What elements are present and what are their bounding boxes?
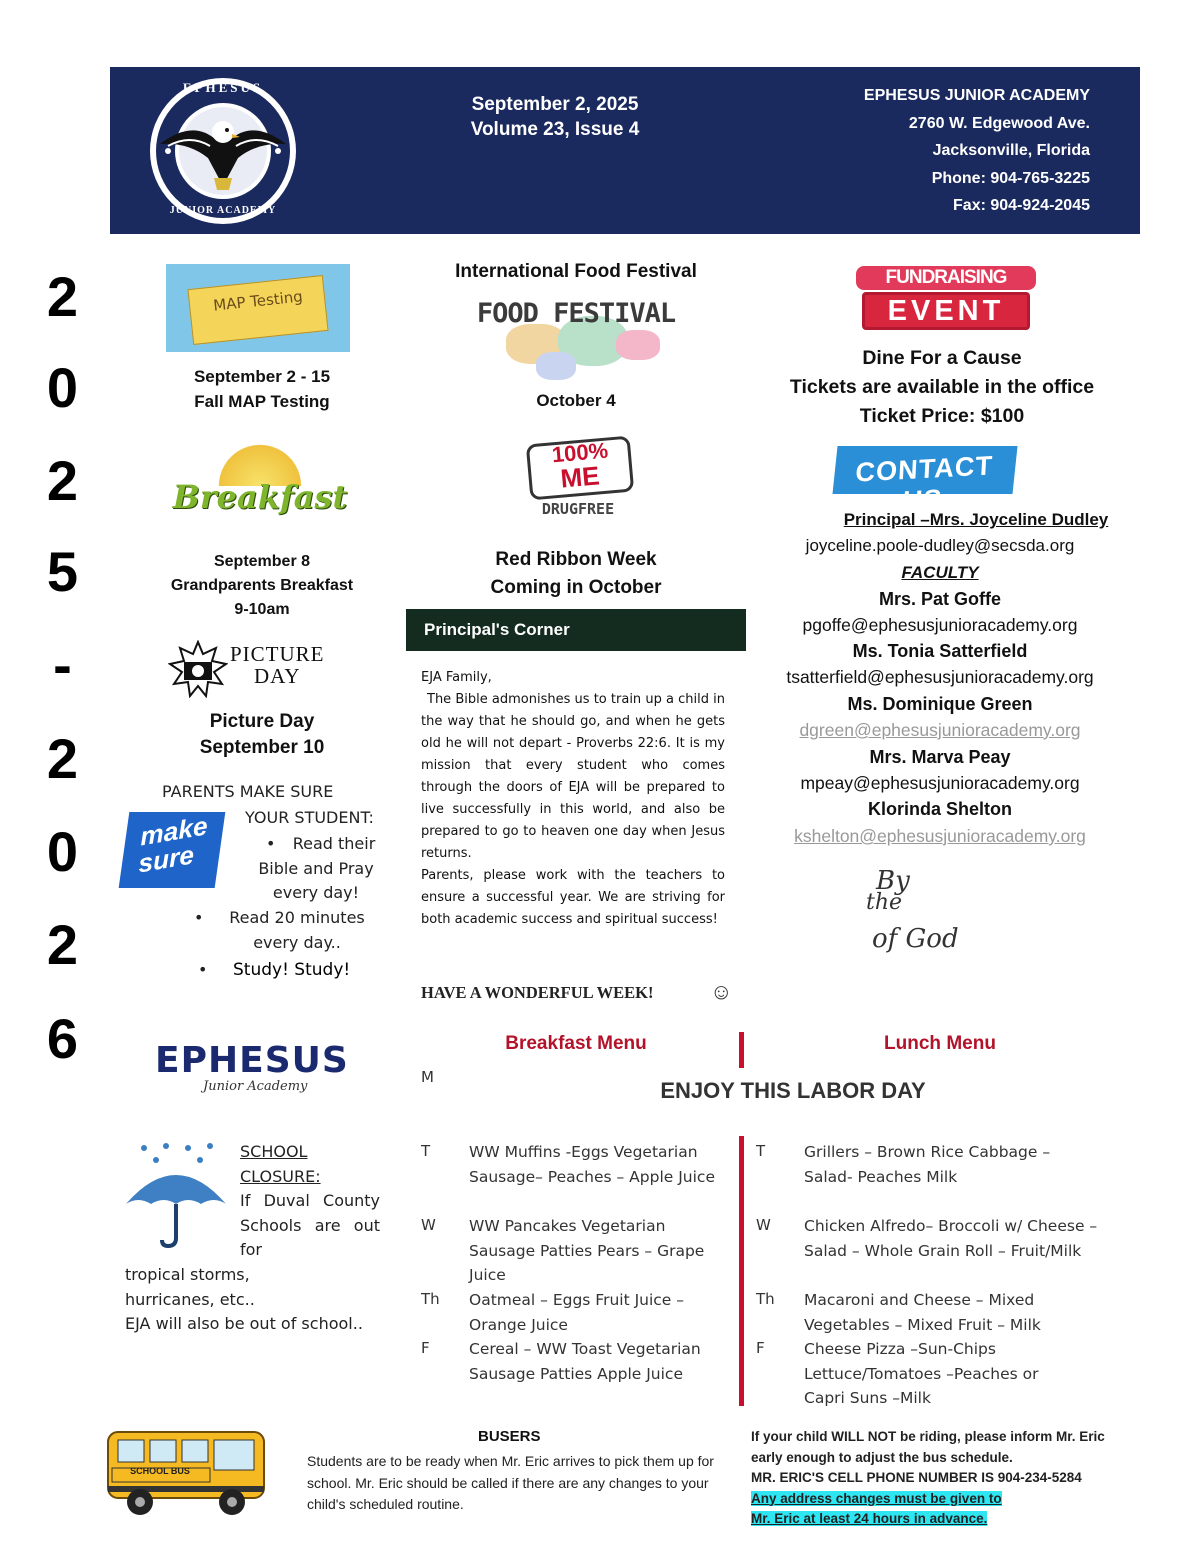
letter-paragraph-2: Parents, please work with the teachers to ensure a successful year. We are striving for both academic success and spiritual success! [421, 868, 725, 927]
menu-day-label: F [756, 1339, 765, 1357]
dine-for-cause-block [760, 344, 1124, 431]
lunch-item: Cheese Pizza –Sun-Chips Lettuce/Tomatoes –Peaches or Capri Suns –Milk [804, 1340, 1039, 1408]
drugfree-line2: ME [559, 460, 601, 494]
picture-title: Picture Day [209, 711, 315, 732]
year-letter: 2 [46, 265, 79, 328]
menu-divider [739, 1136, 744, 1406]
seal-bottom-text: JUNIOR ACADEMY [169, 205, 277, 216]
year-letter: 5 [46, 540, 79, 603]
fundraising-line1: FUNDRAISING [856, 266, 1036, 290]
bus-notice-4: Mr. Eric at least 24 hours in advance. [751, 1511, 988, 1526]
closure-text-2: tropical storms, hurricanes, etc.. [125, 1265, 255, 1309]
year-letter: 2 [46, 727, 79, 790]
issue-info [400, 92, 710, 142]
year-letter: 2 [46, 913, 79, 976]
grandparents-block [136, 550, 388, 622]
make-sure-icon [119, 812, 226, 888]
gp-time: 9-10am [234, 601, 290, 618]
fundraising-logo [856, 266, 1036, 330]
staff-name: Mrs. Pat Goffe [878, 589, 1002, 609]
umbrella-icon [122, 1142, 232, 1248]
seal-top-text: EPHESUS [182, 80, 264, 95]
picture-day-block [150, 709, 374, 761]
staff-email[interactable]: pgoffe@ephesusjunioracademy.org [802, 615, 1078, 635]
school-city: Jacksonville, Florida [932, 142, 1090, 159]
dine-price: Ticket Price: $100 [859, 405, 1025, 427]
staff-email[interactable]: dgreen@ephesusjunioracademy.org [799, 720, 1081, 740]
closure-text-1: If Duval County Schools are out for [240, 1191, 380, 1259]
red-ribbon-sub: Coming in October [490, 577, 662, 598]
bus-notice-1: If your child WILL NOT be riding, please inform Mr. Eric early enough to adjust the bus schedule. [751, 1429, 1105, 1465]
year-letter: 2 [46, 449, 79, 512]
contact-us-text: CONTACT US [854, 450, 994, 516]
principal-letter [421, 667, 725, 931]
map-testing-block [150, 364, 374, 414]
bullet-dot: • [198, 960, 208, 979]
principal-name: Principal –Mrs. Joyceline Dudley [843, 510, 1109, 529]
ephesus-logo [155, 1040, 355, 1094]
drugfree-line3: DRUGFREE [541, 500, 615, 518]
menu-day-label: M [421, 1068, 434, 1086]
labor-day-notice: ENJOY THIS LABOR DAY [660, 1078, 926, 1103]
school-fax: Fax: 904-924-2045 [953, 197, 1090, 214]
closure-heading: SCHOOL CLOSURE: [240, 1142, 321, 1186]
lunch-item: Chicken Alfredo– Broccoli w/ Cheese –Salad – Whole Grain Roll – Fruit/Milk [804, 1217, 1098, 1260]
picture-logo-line1: PICTURE [230, 642, 325, 666]
gp-title: Grandparents Breakfast [170, 577, 354, 594]
staff-email[interactable]: kshelton@ephesusjunioracademy.org [794, 826, 1086, 846]
gp-date: September 8 [213, 553, 311, 570]
map-testing-image [166, 264, 350, 352]
map-sign-text: MAP Testing [212, 287, 304, 315]
dine-title: Dine For a Cause [862, 347, 1022, 369]
picture-date: September 10 [199, 737, 325, 758]
parents-bullet-3: Study! Study! [233, 960, 351, 980]
school-name: EPHESUS JUNIOR ACADEMY [863, 87, 1090, 104]
lunch-item: Grillers – Brown Rice Cabbage – Salad- Peaches Milk [804, 1143, 1051, 1186]
ephesus-logo-text: EPHESUS [155, 1040, 349, 1081]
menu-day-label: F [421, 1339, 430, 1357]
closure-text-3: EJA will also be out of school.. [125, 1314, 363, 1333]
menu-day-label: Th [421, 1290, 440, 1308]
bus-notice-2: MR. ERIC'S CELL PHONE NUMBER IS 904-234-5284 [751, 1470, 1082, 1485]
year-letter: 6 [46, 1007, 79, 1070]
menu-day-label: W [421, 1216, 436, 1234]
dine-tickets: Tickets are available in the office [789, 376, 1095, 398]
lunch-menu-heading: Lunch Menu [884, 1033, 996, 1054]
drugfree-logo [520, 438, 636, 520]
bus-sign-text: SCHOOL BUS [130, 1466, 190, 1476]
issue-date: September 2, 2025 [471, 94, 639, 115]
letter-closing: HAVE A WONDERFUL WEEK! [421, 983, 654, 1002]
festival-logo-text: FOOD FESTIVAL [476, 298, 676, 329]
camera-burst-icon [168, 640, 228, 698]
breakfast-logo-text: Breakfast [172, 478, 348, 516]
staff-email[interactable]: mpeay@ephesusjunioracademy.org [800, 773, 1080, 793]
school-contact-block [730, 82, 1090, 220]
menu-day-label: Th [756, 1290, 775, 1308]
breakfast-item: WW Muffins -Eggs Vegetarian Sausage– Peaches – Apple Juice [469, 1143, 715, 1186]
fundraising-line2: EVENT [862, 292, 1030, 330]
map-title: Fall MAP Testing [194, 392, 330, 411]
menu-divider-top [739, 1032, 744, 1068]
breakfast-item: Cereal – WW Toast Vegetarian Sausage Patties Apple Juice [469, 1340, 701, 1383]
food-festival-logo [466, 294, 686, 384]
staff-email[interactable]: tsatterfield@ephesusjunioracademy.org [786, 667, 1094, 687]
parents-bullet-1: Read their Bible and Pray every day! [258, 834, 376, 902]
red-ribbon-title: Red Ribbon Week [495, 549, 657, 570]
principals-corner-bar: Principal's Corner [406, 609, 746, 651]
issue-volume: Volume 23, Issue 4 [470, 119, 640, 140]
buses-heading: BUSERS [478, 1428, 541, 1445]
school-phone: Phone: 904-765-3225 [931, 169, 1090, 187]
signature-line1: By [876, 866, 910, 896]
letter-paragraph-1: The Bible admonishes us to train up a child in the way that he should go, and when he gets old he will not depart - Proverbs 22:6. It is my mission that every student who comes through the doors of EJA will be prepared to live successfully in this world, and also be prepared to go to heaven one day when Jesus returns. [421, 692, 725, 861]
year-letter: 0 [46, 356, 79, 419]
parents-subheading: YOUR STUDENT: [245, 808, 374, 827]
red-ribbon-block [406, 546, 746, 602]
bullet-dot: • [266, 834, 276, 853]
breakfast-item: WW Pancakes Vegetarian Sausage Patties Pears – Grape Juice [469, 1217, 705, 1285]
picture-day-logo [168, 638, 334, 700]
staff-name: Ms. Tonia Satterfield [852, 641, 1028, 661]
year-letter: - [53, 633, 72, 696]
letter-greeting: EJA Family, [421, 670, 492, 685]
bullet-dot: • [194, 908, 204, 927]
parents-bullet-2: Read 20 minutes every day.. [229, 908, 365, 952]
menu-day-label: T [421, 1142, 431, 1160]
signature-line2: the [866, 890, 903, 915]
parents-heading: PARENTS MAKE SURE [162, 782, 334, 801]
bus-notice-3: Any address changes must be given to [751, 1490, 1002, 1506]
staff-name: Mrs. Marva Peay [869, 747, 1011, 767]
smiley-icon: ☺ [710, 979, 733, 1004]
menu-day-label: T [756, 1142, 766, 1160]
contact-us-logo [832, 446, 1017, 516]
staff-name: Klorinda Shelton [868, 799, 1012, 819]
faculty-label: FACULTY [901, 563, 979, 582]
lunch-item: Macaroni and Cheese – Mixed Vegetables – Mixed Fruit – Milk [804, 1291, 1041, 1334]
signature-line3: of God [872, 924, 959, 954]
staff-name: Ms. Dominique Green [847, 694, 1033, 714]
bus-notice [751, 1427, 1151, 1530]
breakfast-logo-image [172, 440, 348, 530]
picture-logo-line2: DAY [254, 664, 301, 688]
signature-image [862, 866, 1012, 966]
breakfast-item: Oatmeal – Eggs Fruit Juice – Orange Juice [469, 1291, 685, 1334]
make-sure-line2: sure [137, 839, 195, 879]
ephesus-logo-sub: Junior Academy [203, 1079, 308, 1094]
map-date: September 2 - 15 [193, 367, 331, 386]
principal-email[interactable]: joyceline.poole-dudley@secsda.org [805, 536, 1075, 555]
make-sure-line1: make [139, 810, 209, 852]
menu-day-label: W [756, 1216, 771, 1234]
drugfree-line1: 100% [550, 437, 610, 468]
festival-date: October 4 [536, 391, 616, 410]
buses-text: Students are to be ready when Mr. Eric arrives to pick them up for school. Mr. Eric should be called if there are any changes to your child's scheduled routine. [307, 1453, 714, 1512]
year-letter: 0 [46, 820, 79, 883]
festival-heading: International Food Festival [455, 261, 697, 282]
school-address: 2760 W. Edgewood Ave. [908, 114, 1090, 132]
breakfast-menu-heading: Breakfast Menu [505, 1033, 647, 1054]
